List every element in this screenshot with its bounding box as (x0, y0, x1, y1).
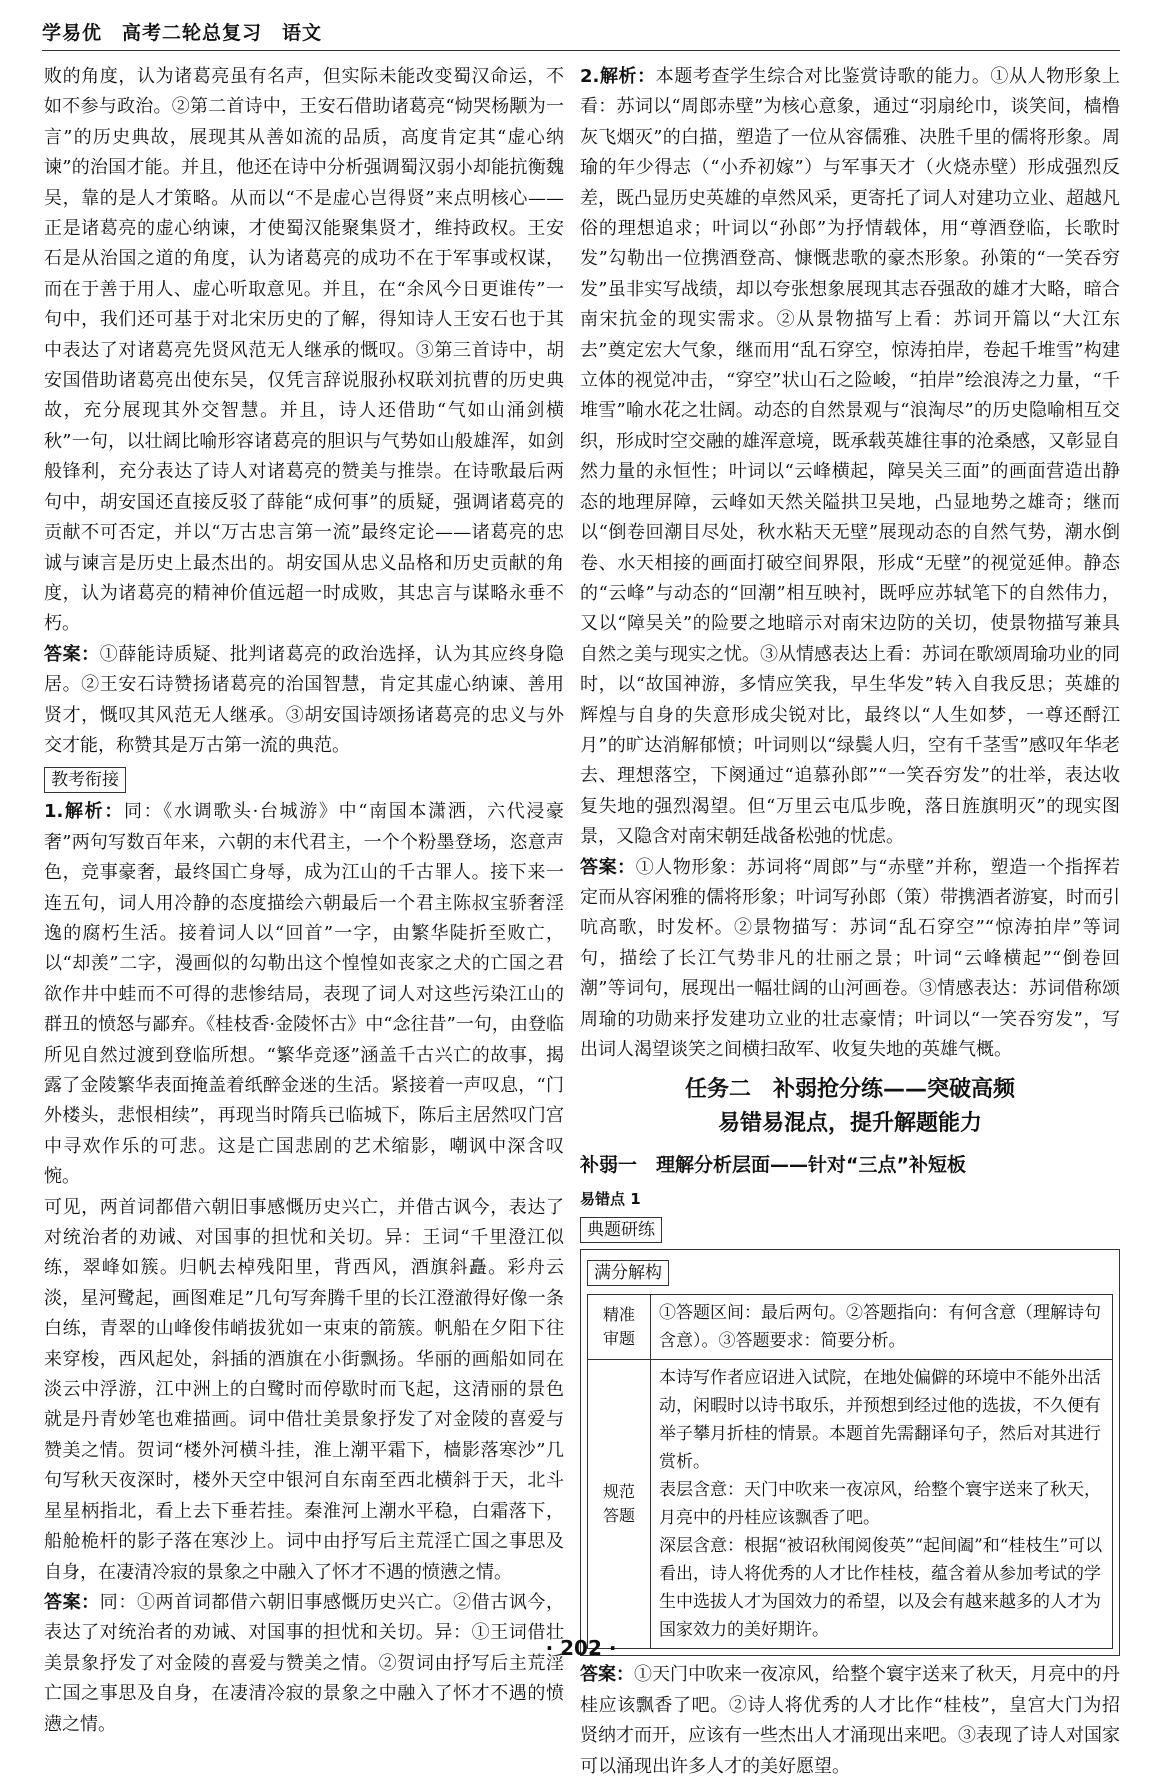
table-row (588, 1295, 1113, 1360)
sub-title: 补弱一 理解分析层面——针对“三点”补短板 (580, 1154, 966, 1177)
row-content-part: 表层含意：天门中吹来一夜凉风，给整个寰宇送来了秋天，月亮中的丹桂应该飘香了吧。 (659, 1480, 1101, 1529)
example-label: 典题研练 (580, 1217, 662, 1243)
analysis-box (580, 1249, 1120, 1656)
answer-2 (44, 1588, 564, 1740)
row-content-part: 深层含意：根据“被诏秋闱阅俊英”“起间阖”和“桂枝生”可以看出，诗人将优秀的人才比作桂枝，蕴含着从参加考试的学生中选拔人才为国效力的希望，以及会有越来越多的人才为国家效力的美好期许。 (659, 1536, 1103, 1641)
section-label-jiaokao: 教考衔接 (44, 767, 126, 793)
answer-label: 答案： (44, 1591, 100, 1613)
answer-text: 同：①两首词都借六朝旧事感慨历史兴亡。②借古讽今，表达了对统治者的劝诫、对国事的担忧和关切。异：①王词借壮美景象抒发了对金陵的喜爱与赞美之情。②贺词由抒写后主荒淫亡国之事思及自身，在凄清冷寂的景象之中融入了怀才不遇的愤懑之情。 (44, 1591, 565, 1735)
row-content: ①答题区间：最后两句。②答题指向：有何含意（理解诗句含意）。③答题要求：简要分析。 (651, 1295, 1113, 1360)
error-point-label: 易错点 1 (580, 1190, 641, 1209)
question-label: 2.解析： (580, 66, 656, 87)
paragraph-comparison: 可见，两首词都借六朝旧事感慨历史兴亡，并借古讽今，表达了对统治者的劝诫、对国事的担忧和关切。异：王词“千里澄江似练，翠峰如簇。归帆去棹残阳里，背西风，酒旗斜矗。彩舟云淡，星河鹭起，画图难足”几句写奔腾千里的长江澄澈得好像一条白练，青翠的山峰俊伟峭拔犹如一束束的箭簇。帆船在夕阳下往来穿梭，西风起处，斜插的酒旗在小街飘扬。华丽的画船如同在淡云中浮游，江中洲上的白鹭时而停歇时而飞起，这清丽的景色就是丹青妙笔也难描画。词中借壮美景象抒发了对金陵的喜爱与赞美之情。贺词“楼外河横斗挂，淮上潮平霜下，樯影落寒沙”几句写秋天夜深时，楼外天空中银河自东南至西北横斜于天，北斗星星柄指北，看上去下垂若挂。秦淮河上潮水平稳，白霜落下，船舱桅杆的影子落在寒沙上。词中由抒写后主荒淫亡国之事思及自身，在凄清冷寂的景象之中融入了怀才不遇的愤懑之情。 (44, 1196, 564, 1583)
question-text: 同：《水调歌头·台城游》中“南国本潇洒，六代浸豪奢”两句写数百年来，六朝的末代君主，一个个粉墨登场，恣意声色，竞事豪奢，最终国亡身辱，成为江山的千古罪人。接下来一连五句，词人用冷静的态度描绘六朝最后一个君主陈叔宝骄奢淫逸的腐朽生活。接着词人以“回首”一字，由繁华陡折至败亡，以“却羡”二字，漫画似的勾勒出这个惶惶如丧家之犬的亡国之君欲作井中蛙而不可得的悲惨结局，表现了词人对这些污染江山的群丑的愤怒与鄙弃。《桂枝香·金陵怀古》中“念往昔”一句，由登临所见自然过渡到登临所想。“繁华竞逐”涵盖千古兴亡的故事，揭露了金陵繁华表面掩盖着纸醉金迷的生活。紧接着一声叹息，“门外楼头，悲恨相续”，再现当时隋兵已临城下，陈后主居然叹门宫中寻欢作乐的可悲。这是亡国悲剧的艺术缩影，嘲讽中深含叹惋。 (44, 801, 565, 1188)
question-2-analysis (580, 62, 1120, 853)
answer-3 (580, 1660, 1120, 1782)
answer-1 (44, 640, 564, 762)
answer-question-2 (580, 853, 1120, 1066)
paragraph-analysis-continued: 败的角度，认为诸葛亮虽有名声，但实际未能改变蜀汉命运，不如不参与政治。②第二首诗中，王安石借助诸葛亮“恸哭杨颙为一言”的历史典故，展现其从善如流的品质，高度肯定其“虚心纳谏”的治国才能。并且，他还在诗中分析强调蜀汉弱小却能抗衡魏吴，靠的是人才策略。从而以“不是虚心岂得贤”来点明核心——正是诸葛亮的虚心纳谏，才使蜀汉能聚集贤才，维持政权。王安石是从治国之道的角度，认为诸葛亮的成功不在于军事或权谋，而在于善于用人、虚心听取意见。并且，在“余风今日更谁传”一句中，我们还可基于对北宋历史的了解，得知诗人王安石也于其中表达了对诸葛亮先贤风范无人继承的慨叹。③第三首诗中，胡安国借助诸葛亮出使东吴，仅凭言辞说服孙权联刘抗曹的历史典故，充分展现其外交智慧。并且，诗人还借助“气如山涌剑横秋”一句，以壮阔比喻形容诸葛亮的胆识与气势如山般雄浑，如剑般锋利，充分表达了诗人对诸葛亮的赞美与推崇。在诗歌最后两句中，胡安国还直接反驳了薛能“成何事”的质疑，强调诸葛亮的贡献不可否定，并以“万古忠言第一流”最终定论——诸葛亮的忠诚与谏言是历史上最杰出的。胡安国从忠义品格和历史贡献的角度，认为诸葛亮的精神价值远超一时成败，其忠言与谋略永垂不朽。 (44, 66, 564, 635)
answer-text: ①薛能诗质疑、批判诸葛亮的政治选择，认为其应终身隐居。②王安石诗赞扬诸葛亮的治国智慧，肯定其虚心纳谏、善用贤才，慨叹其风范无人继承。③胡安国诗颂扬诸葛亮的忠义与外交才能，称赞其是万古第一流的典范。 (44, 643, 565, 756)
answer-label: 答案： (580, 856, 636, 878)
row-content-part: 本诗写作者应诏进入试院，在地处偏僻的环境中不能外出活动，闲暇时以诗书取乐，并预想到经过他的选拔，不久便有举子攀月折桂的情景。本题首先需翻译句子，然后对其进行赏析。 (659, 1368, 1101, 1473)
task-title (580, 1073, 1120, 1141)
answer-label: 答案： (44, 643, 100, 665)
answer-text: ①天门中吹来一夜凉风，给整个寰宇送来了秋天，月亮中的丹桂应该飘香了吧。②诗人将优秀的人才比作“桂枝”，皇宫大门为招贤纳才而开，应该有一些杰出人才涌现出来吧。③表现了诗人对国家可以涌现出许多人才的美好愿望。 (580, 1664, 1120, 1777)
running-header: 学易优 高考二轮总复习 语文 (42, 22, 323, 44)
full-score-label: 满分解构 (587, 1260, 669, 1286)
row-content (651, 1360, 1113, 1649)
left-column (44, 62, 564, 1740)
answer-text: ①人物形象：苏词将“周郎”与“赤壁”并称，塑造一个指挥若定而从容闲雅的儒将形象；叶词写孙郎（策）带携酒者游宴，时而引吭高歌，时发杯。②景物描写：苏词“乱石穿空”“惊涛拍岸”等词句，描绘了长江气势非凡的壮丽之景；叶词“云峰横起”“倒卷回潮”等词句，展现出一幅壮阔的山河画卷。③情感表达：苏词借称颂周瑜的功勋来抒发建功立业的壮志豪情；叶词以“一笑吞穷发”，写出词人渴望谈笑之间横扫敌军、收复失地的英雄气概。 (580, 856, 1120, 1060)
table-row (588, 1360, 1113, 1649)
right-column (580, 62, 1120, 1782)
question-1-analysis (44, 797, 564, 1192)
analysis-table (587, 1294, 1113, 1649)
row-label: 精准审题 (588, 1295, 651, 1360)
task-title-line-2: 易错易混点，提升解题能力 (717, 1111, 982, 1137)
page-number: · 202 · (545, 1636, 617, 1660)
row-label: 规范答题 (588, 1360, 651, 1649)
header-rule (42, 50, 1120, 51)
task-title-line-1: 任务二 补弱抢分练——突破高频 (684, 1077, 1015, 1103)
question-label: 1.解析： (44, 801, 124, 823)
question-text: 本题考查学生综合对比鉴赏诗歌的能力。①从人物形象上看：苏词以“周郎赤壁”为核心意象，通过“羽扇纶巾，谈笑间，樯橹灰飞烟灭”的白描，塑造了一位从容儒雅、决胜千里的儒将形象。周瑜的年少得志（“小乔初嫁”）与军事天才（火烧赤壁）形成强烈反差，既凸显历史英雄的卓然风采，更寄托了词人对建功立业、超越凡俗的理想追求；叶词以“孙郎”为抒情载体，用“尊酒登临，长歌时发”勾勒出一位携酒登高、慷慨悲歌的豪杰形象。孙策的“一笑吞穷发”虽非实写战绩，却以夸张想象展现其志吞强敌的雄才大略，暗合南宋抗金的现实需求。②从景物描写上看：苏词开篇以“大江东去”奠定宏大气象，继而用“乱石穿空，惊涛拍岸，卷起千堆雪”构建立体的视觉冲击，“穿空”状山石之险峻，“拍岸”绘浪涛之力量，“千堆雪”喻水花之壮阔。动态的自然景观与“浪淘尽”的历史隐喻相互交织，形成时空交融的雄浑意境，既承载英雄往事的沧桑感，又彰显自然力量的永恒性；叶词以“云峰横起，障吴关三面”的画面营造出静态的地理屏障，云峰如天然关隘拱卫吴地，凸显地势之雄奇；继而以“倒卷回潮目尽处，秋水粘天无壁”展现动态的自然气势，潮水倒卷、水天相接的画面打破空间界限，形成“无壁”的视觉延伸。静态的“云峰”与动态的“回潮”相互映衬，既呼应苏轼笔下的自然伟力，又以“障吴关”的险要之地暗示对南宋边防的关切，使景物描写兼具自然之美与现实之忧。③从情感表达上看：苏词在歌颂周瑜功业的同时，以“故国神游，多情应笑我，早生华发”转入自我反思；英雄的辉煌与自身的失意形成尖锐对比，最终以“人生如梦，一尊还酹江月”的旷达消解郁愤；叶词则以“绿鬓人归，空有千茎雪”感叹年华老去、理想落空，下阕通过“追慕孙郎”“一笑吞穷发”的壮举，表达收复失地的强烈渴望。但“万里云屯瓜步晚，落日旌旗明灭”的现实图景，又隐含对南宋朝廷战备松弛的忧虑。 (580, 66, 1120, 848)
answer-label: 答案： (580, 1664, 634, 1686)
